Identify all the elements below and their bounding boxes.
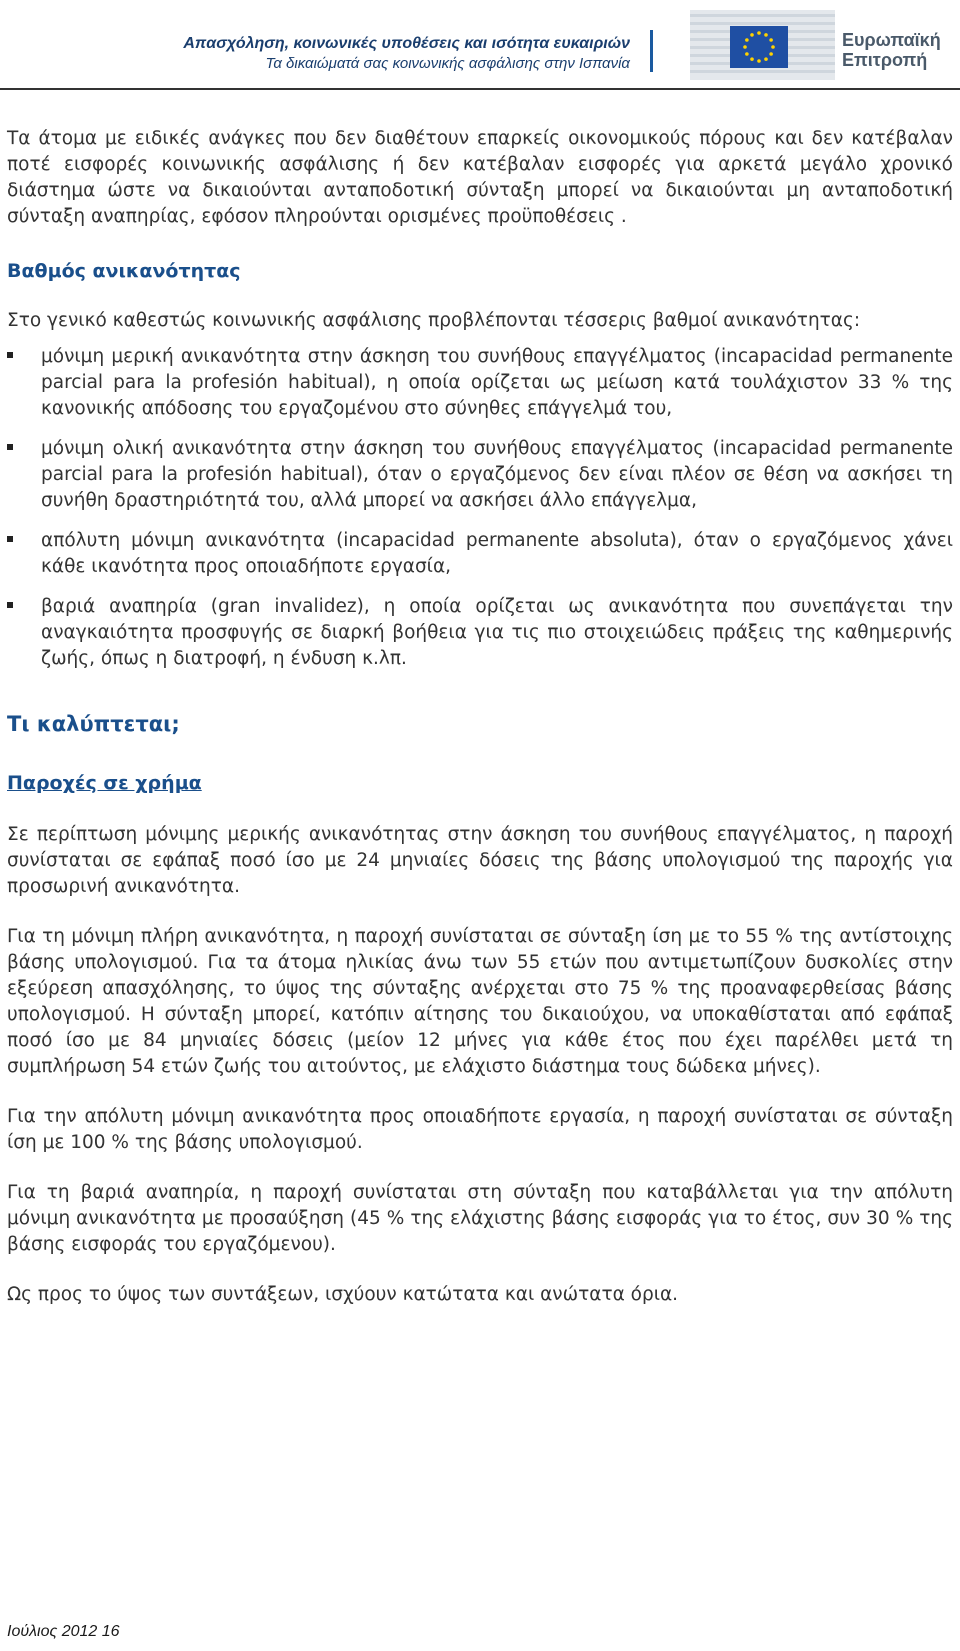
page-header bbox=[0, 0, 960, 92]
header-titles bbox=[183, 34, 630, 74]
cash-heading: Παροχές σε χρήμα bbox=[7, 772, 202, 794]
list-item: απόλυτη μόνιμη ανικανότητα (incapacidad permanente absoluta), όταν ο εργαζόμενος χάνει κάθε ικανότητα προς οποιαδήποτε εργασία, bbox=[7, 528, 953, 580]
list-item: μόνιμη ολική ανικανότητα στην άσκηση του συνήθους επαγγέλματος (incapacidad permanente parcial para la profesión habitual), όταν ο εργαζόμενος δεν είναι πλέον σε θέση να ασκήσει τη συνήθη δραστηριότητά του, αλλά μπορεί να ασκήσει άλλο επάγγελμα, bbox=[7, 436, 953, 514]
header-rule bbox=[0, 88, 960, 90]
eu-star-icon bbox=[757, 31, 761, 35]
header-subtitle: Τα δικαιώματά σας κοινωνικής ασφάλισης στην Ισπανία bbox=[265, 55, 630, 72]
cash-paragraph: Για τη βαριά αναπηρία, η παροχή συνίσταται στη σύνταξη που καταβάλλεται για την απόλυτη μόνιμη ανικανότητα με προσαύξηση (45 % της ελάχιστης βάσης εισφοράς για το έτος, συν 30 % της βάσης εισφοράς του εργαζόμενου). bbox=[7, 1182, 953, 1255]
eu-star-icon bbox=[771, 45, 775, 49]
bullet-icon bbox=[7, 352, 13, 358]
cash-paragraph: Σε περίπτωση μόνιμης μερικής ανικανότητας στην άσκηση του συνήθους επαγγέλματος, η παροχή συνίσταται σε εφάπαξ ποσό ίσο με 24 μηνιαίες δόσεις της βάσης υπολογισμού της παροχής για προσωρινή ανικανότητα. bbox=[7, 824, 953, 897]
degree-list bbox=[7, 344, 953, 672]
eu-star-icon bbox=[745, 38, 749, 42]
logo-text bbox=[842, 30, 941, 70]
page-footer: Ιούλιος 2012 16 bbox=[7, 1623, 120, 1640]
list-item: μόνιμη μερική ανικανότητα στην άσκηση του συνήθους επαγγέλματος (incapacidad permanente parcial para la profesión habitual), η οποία ορίζεται ως μείωση κατά τουλάχιστον 33 % της κανονικής απόδοσης του εργαζομένου στο σύνηθες επάγγελμά του, bbox=[7, 344, 953, 422]
logo-line2: Επιτροπή bbox=[842, 50, 928, 70]
bullet-icon bbox=[7, 602, 13, 608]
cash-paragraph: Για την απόλυτη μόνιμη ανικανότητα προς οποιαδήποτε εργασία, η παροχή συνίσταται σε σύνταξη ίση με 100 % της βάσης υπολογισμού. bbox=[7, 1106, 953, 1153]
logo-line1: Ευρωπαϊκή bbox=[842, 30, 941, 50]
eu-star-icon bbox=[757, 59, 761, 63]
header-title: Απασχόληση, κοινωνικές υποθέσεις και ισότητα ευκαιριών bbox=[183, 35, 630, 52]
eu-star-icon bbox=[745, 52, 749, 56]
list-item: βαριά αναπηρία (gran invalidez), η οποία ορίζεται ως ανικανότητα που συνεπάγεται την αναγκαιότητα προσφυγής σε διαρκή βοήθεια για τις πιο στοιχειώδεις πράξεις της καθημερινής ζωής, όπως η διατροφή, η ένδυση κ.λπ. bbox=[7, 594, 953, 672]
header-divider bbox=[650, 30, 653, 72]
degree-heading: Βαθμός ανικανότητας bbox=[7, 260, 241, 282]
eu-star-icon bbox=[769, 52, 773, 56]
eu-star-icon bbox=[750, 57, 754, 61]
coverage-heading: Τι καλύπτεται; bbox=[7, 712, 180, 736]
eu-star-icon bbox=[764, 33, 768, 37]
eu-star-icon bbox=[750, 33, 754, 37]
bullet-icon bbox=[7, 536, 13, 542]
bullet-icon bbox=[7, 444, 13, 450]
intro-paragraph: Τα άτομα με ειδικές ανάγκες που δεν διαθέτουν επαρκείς οικονομικούς πόρους και δεν κατέβαλαν ποτέ εισφορές κοινωνικής ασφάλισης ή δεν κατέβαλαν εισφορές για αρκετά μεγάλο χρονικό διάστημα ώστε να δικαιούνται ανταποδοτική σύνταξη μπορεί να δικαιούνται μη ανταποδοτική σύνταξη αναπηρίας, εφόσον πληρούνται ορισμένες προϋποθέσεις . bbox=[7, 128, 953, 227]
eu-star-icon bbox=[743, 45, 747, 49]
cash-paragraph: Για τη μόνιμη πλήρη ανικανότητα, η παροχή συνίσταται σε σύνταξη ίση με το 55 % της αντίστοιχης βάσης υπολογισμού. Για τα άτομα ηλικίας άνω των 55 ετών που αντιμετωπίζουν δυσκολίες στην εξεύρεση απασχόλησης, το ύψος της σύνταξης ανέρχεται στο 75 % της προαναφερθείσας βάσης υπολογισμού. Η σύνταξη μπορεί, κατόπιν αίτησης του δικαιούχου, να υποκαθίσταται από εφάπαξ ποσό ίσο με 84 μηνιαίες δόσεις (μείον 12 μήνες για κάθε έτος που έχει παρέλθει μετά τη συμπλήρωση 54 ετών ζωής του αιτούντος, με ελάχιστο διάστημα τους δώδεκα μήνες). bbox=[7, 926, 953, 1077]
degree-lead: Στο γενικό καθεστώς κοινωνικής ασφάλισης προβλέπονται τέσσερις βαθμοί ανικανότητας: bbox=[7, 310, 861, 331]
eu-star-icon bbox=[764, 57, 768, 61]
eu-star-icon bbox=[769, 38, 773, 42]
document-body bbox=[7, 126, 953, 1308]
cash-paragraph: Ως προς το ύψος των συντάξεων, ισχύουν κατώτατα και ανώτατα όρια. bbox=[7, 1284, 679, 1305]
